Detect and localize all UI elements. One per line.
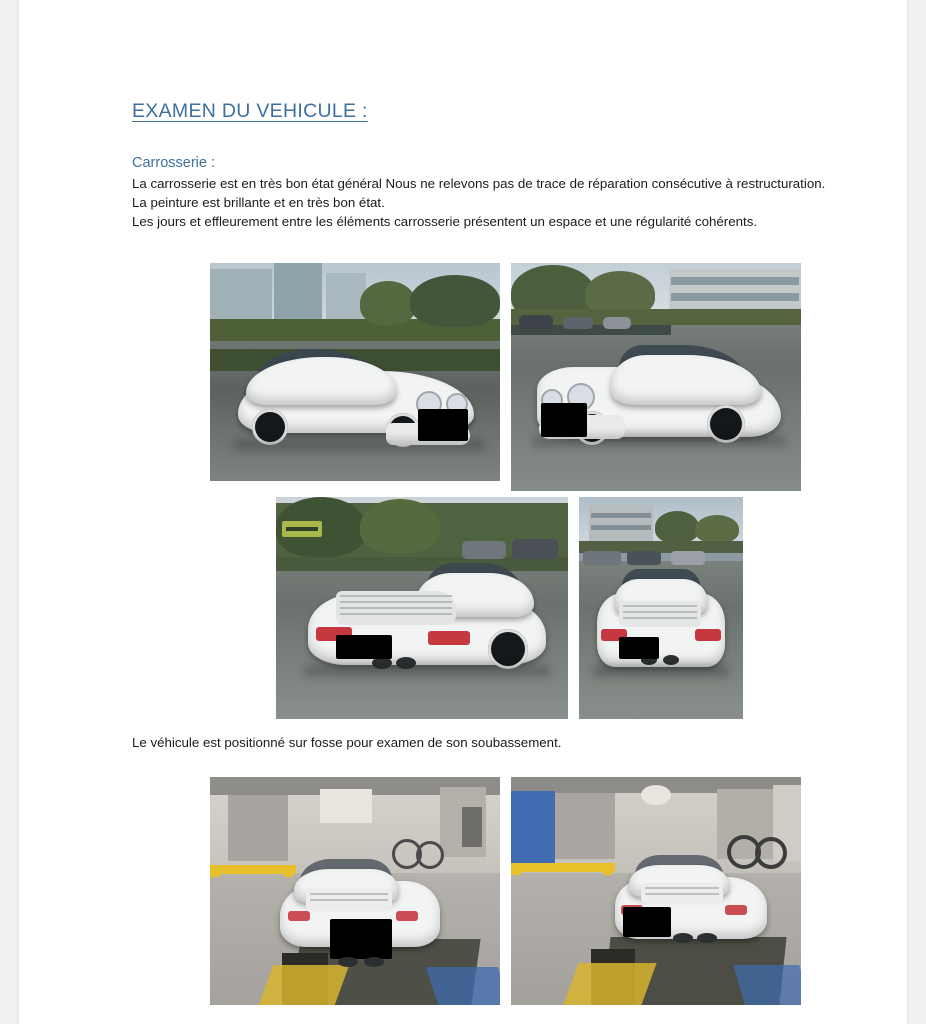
section-heading-carrosserie: Carrosserie :: [132, 155, 215, 171]
photo-row-pit: [210, 777, 832, 1005]
censor-bar: [619, 637, 659, 659]
photo-pit-rear-left: [210, 777, 500, 1005]
document-page: [19, 0, 907, 1024]
photo-row-rear: [276, 497, 832, 719]
censor-bar: [418, 409, 468, 441]
censor-bar: [623, 907, 671, 937]
document-content: [19, 0, 907, 1005]
caption-pit-inspection: Le véhicule est positionné sur fosse pour examen de son soubassement.: [132, 734, 562, 750]
photo-front-three-quarter-right: [511, 263, 801, 491]
photo-pit-rear-right: [511, 777, 801, 1005]
censor-bar: [336, 635, 392, 659]
photo-rear-view: [579, 497, 743, 719]
paragraph-carrosserie-1: La carrosserie est en très bon état général Nous ne relevons pas de trace de réparation consécutive à restructuration. La peinture est brillante et en très bon état.: [132, 176, 826, 210]
paragraph-carrosserie-2: Les jours et effleurement entre les éléments carrosserie présentent un espace et une régularité cohérents.: [132, 213, 758, 229]
photo-row-front: [210, 263, 832, 491]
censor-bar: [330, 919, 392, 959]
photo-rear-three-quarter-left: [276, 497, 568, 719]
photo-front-three-quarter-left: [210, 263, 500, 481]
page-title: EXAMEN DU VEHICULE :: [132, 100, 368, 122]
censor-bar: [541, 403, 587, 437]
